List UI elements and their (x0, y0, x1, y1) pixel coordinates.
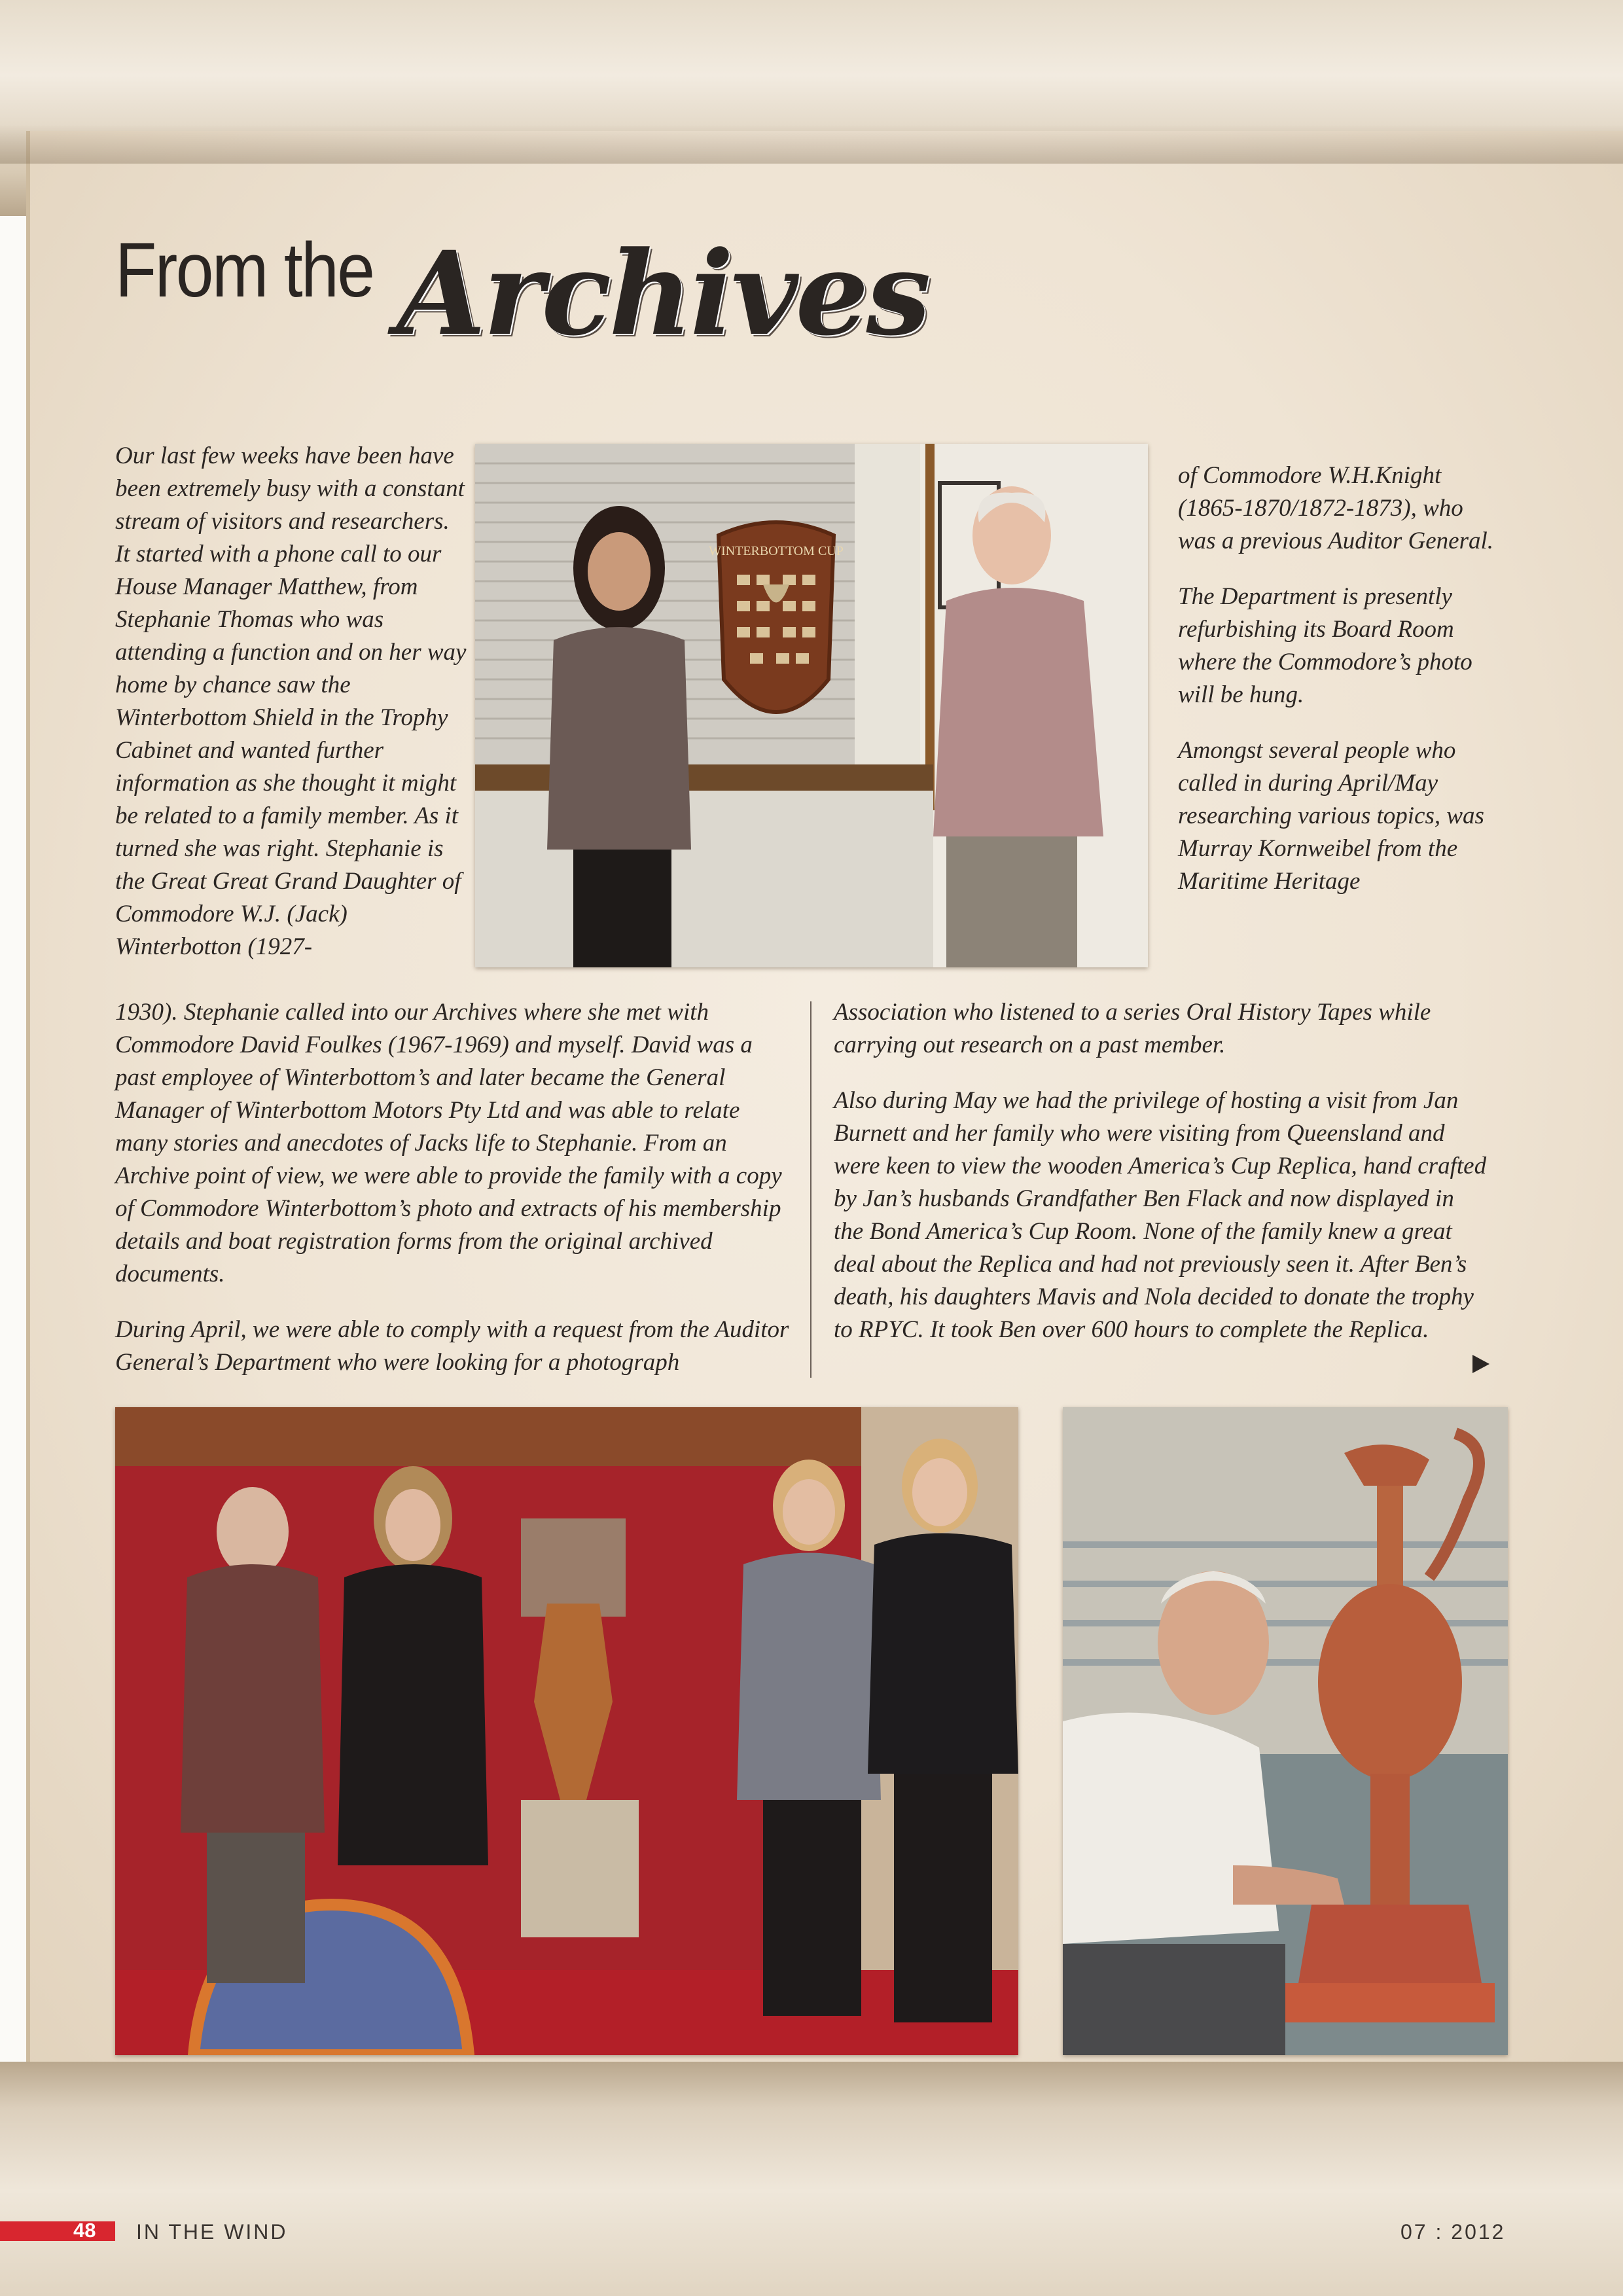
photo-winterbottom-shield (475, 444, 1148, 967)
photo-family-visit (115, 1407, 1018, 2055)
right-column-top (1178, 459, 1499, 898)
paragraph-visitors: Amongst several people who called in during April/May researching various topics, was Murray Kornweibel from the Maritime Heritage (1178, 737, 1484, 895)
shield-label: WINTERBOTTOM CUP (709, 544, 844, 558)
scroll-top-shadow (0, 124, 1623, 164)
title-prefix: From the (115, 227, 374, 314)
issue-date: 07 : 2012 (1400, 2220, 1506, 2244)
page-number: 48 (73, 2219, 96, 2242)
paragraph-auditor: During April, we were able to comply with a request from the Auditor General’s Department who were looking for a photograph (115, 1316, 789, 1376)
magazine-name: IN THE WIND (136, 2220, 288, 2244)
photo-ben-flack-replica (1063, 1407, 1508, 2055)
replica-photo-illustration (1063, 1407, 1508, 2055)
shield-photo-illustration (475, 444, 1148, 967)
scroll-bottom-roll (0, 2062, 1623, 2296)
column-divider (810, 1001, 812, 1378)
paragraph-department: The Department is presently refurbishing its Board Room where the Commodore’s photo will be hung. (1178, 583, 1472, 708)
paragraph-intro: Our last few weeks have been have been extremely busy with a constant stream of visitors and researchers. It started with a phone call to our House Manager Matthew, from Stephanie Thomas who was attending a function and on her way home by chance saw the Winterbottom Shield in the Trophy Cabinet and wanted further information as she thought it might be related to a family member. As it turned she was right. Stephanie is the Great Great Grand Daughter of Commodore W.J. (Jack) Winterbotton (1927- (115, 442, 467, 960)
left-column-bottom (115, 996, 796, 1402)
paragraph-replica: Also during May we had the privilege of hosting a visit from Jan Burnett and her family who were visiting from Queensland and were keen to view the wooden America’s Cup Replica, hand crafted by Jan’s husbands Grandfather Ben Flack and now displayed in the Bond America’s Cup Room. None of the family knew a great deal about the Replica and had not previously seen it. After Ben’s death, his daughters Mavis and Nola decided to donate the trophy to RPYC. It took Ben over 600 hours to complete the Replica. (834, 1087, 1487, 1343)
right-column-bottom (834, 996, 1488, 1369)
continue-arrow-icon (1472, 1355, 1489, 1373)
paragraph-knight: of Commodore W.H.Knight (1865-1870/1872-1873), who was a previous Auditor General. (1178, 462, 1494, 554)
left-column-top (115, 440, 469, 986)
paragraph-foulkes: 1930). Stephanie called into our Archives where she met with Commodore David Foulkes (1967-1969) and myself. David was a past employee of Winterbottom’s and later became the General Manager of Winterbottom Motors Pty Ltd and was able to relate many stories and anecdotes of Jacks life to Stephanie. From an Archive point of view, we were able to provide the family with a copy of Commodore Winterbottom’s photo and extracts of his membership details and boat registration forms from the original archived documents. (115, 999, 782, 1287)
title-main: Archives (397, 226, 929, 361)
family-photo-illustration (115, 1407, 1018, 2055)
paragraph-heritage: Association who listened to a series Oral History Tapes while carrying out research on a past member. (834, 999, 1431, 1058)
footer-accent-bar (0, 2221, 115, 2241)
